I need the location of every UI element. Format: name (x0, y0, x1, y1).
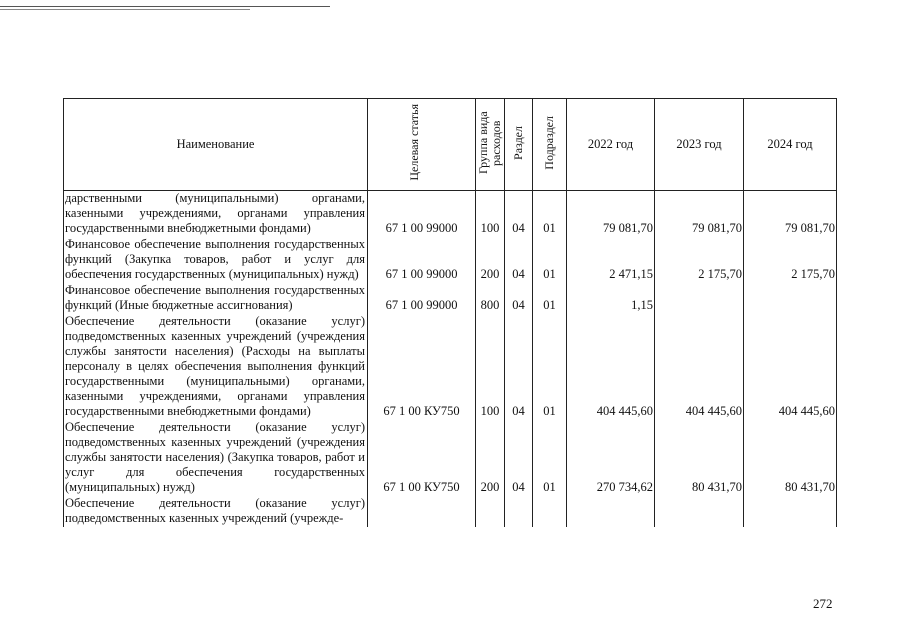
row-2023: 2 175,70 (655, 237, 744, 283)
row-section (505, 496, 533, 527)
header-year-2024 (744, 99, 837, 191)
header-year-2024-label: 2024 год (767, 137, 813, 151)
row-name: Финансовое обеспечение выполнения государственных функций (Закупка товаров, работ и услуг для обеспечения государственных (муниципальных) нужд) (64, 237, 368, 283)
row-article: 67 1 00 99000 (368, 283, 476, 314)
row-2023: 80 431,70 (655, 420, 744, 496)
row-2023: 79 081,70 (655, 191, 744, 238)
row-section: 04 (505, 314, 533, 420)
row-section: 04 (505, 420, 533, 496)
row-subsection: 01 (533, 237, 567, 283)
row-2023 (655, 283, 744, 314)
row-group: 200 (476, 420, 505, 496)
row-2024 (744, 496, 837, 527)
row-name: Обеспечение деятельности (оказание услуг) подведомственных казенных учреждений (учрежде- (64, 496, 368, 527)
row-subsection: 01 (533, 283, 567, 314)
row-subsection: 01 (533, 314, 567, 420)
row-group (476, 496, 505, 527)
row-section: 04 (505, 191, 533, 238)
table-row (64, 314, 837, 420)
header-section (505, 99, 533, 191)
row-2022: 1,15 (567, 283, 655, 314)
header-year-2022 (567, 99, 655, 191)
table-header-row (64, 99, 837, 191)
page-number: 272 (813, 596, 833, 611)
row-2022: 79 081,70 (567, 191, 655, 238)
row-2022 (567, 496, 655, 527)
row-2024: 79 081,70 (744, 191, 837, 238)
header-subsection-label: Подраздел (542, 115, 556, 170)
header-year-2023-label: 2023 год (676, 137, 722, 151)
header-year-2023 (655, 99, 744, 191)
header-expense-group (476, 99, 505, 191)
table-row (64, 496, 837, 527)
header-section-label: Раздел (511, 125, 525, 160)
row-2022: 270 734,62 (567, 420, 655, 496)
row-name: Финансовое обеспечение выполнения государственных функций (Иные бюджетные ассигнования) (64, 283, 368, 314)
row-article: 67 1 00 99000 (368, 237, 476, 283)
row-group: 100 (476, 191, 505, 238)
row-2022: 404 445,60 (567, 314, 655, 420)
header-expense-group-label: Группа вида расходов (476, 111, 503, 174)
row-2024: 80 431,70 (744, 420, 837, 496)
row-2024: 404 445,60 (744, 314, 837, 420)
row-subsection (533, 496, 567, 527)
row-article (368, 496, 476, 527)
table-row (64, 283, 837, 314)
row-name: дарственными (муниципальными) органами, казенными учреждениями, органами управления государственными внебюджетными фондами) (64, 191, 368, 238)
row-name: Обеспечение деятельности (оказание услуг) подведомственных казенных учреждений (учреждения службы занятости населения) (Расходы на выплаты персоналу в целях обеспечения выполнения функций государственными (муниципальными) органами, казенными учреждениями, органами управления государственными внебюджетными фондами) (64, 314, 368, 420)
row-name: Обеспечение деятельности (оказание услуг) подведомственных казенных учреждений (учреждения службы занятости населения) (Закупка товаров, работ и услуг для обеспечения государственных (муниципальных) нужд) (64, 420, 368, 496)
budget-table (63, 98, 837, 527)
row-group: 200 (476, 237, 505, 283)
row-subsection: 01 (533, 420, 567, 496)
scan-artifact-line (0, 6, 330, 7)
row-2022: 2 471,15 (567, 237, 655, 283)
row-article: 67 1 00 99000 (368, 191, 476, 238)
header-target-article (368, 99, 476, 191)
table-row (64, 420, 837, 496)
header-subsection (533, 99, 567, 191)
row-2023 (655, 496, 744, 527)
table-row (64, 191, 837, 238)
row-2023: 404 445,60 (655, 314, 744, 420)
row-section: 04 (505, 283, 533, 314)
row-2024 (744, 283, 837, 314)
row-group: 800 (476, 283, 505, 314)
header-name (64, 99, 368, 191)
row-article: 67 1 00 КУ750 (368, 314, 476, 420)
table-row (64, 237, 837, 283)
header-target-article-label: Целевая статья (406, 104, 421, 181)
header-name-label: Наименование (176, 137, 255, 151)
row-section: 04 (505, 237, 533, 283)
row-group: 100 (476, 314, 505, 420)
row-subsection: 01 (533, 191, 567, 238)
scan-artifact-line (0, 9, 250, 10)
header-year-2022-label: 2022 год (587, 137, 634, 151)
row-article: 67 1 00 КУ750 (368, 420, 476, 496)
row-2024: 2 175,70 (744, 237, 837, 283)
